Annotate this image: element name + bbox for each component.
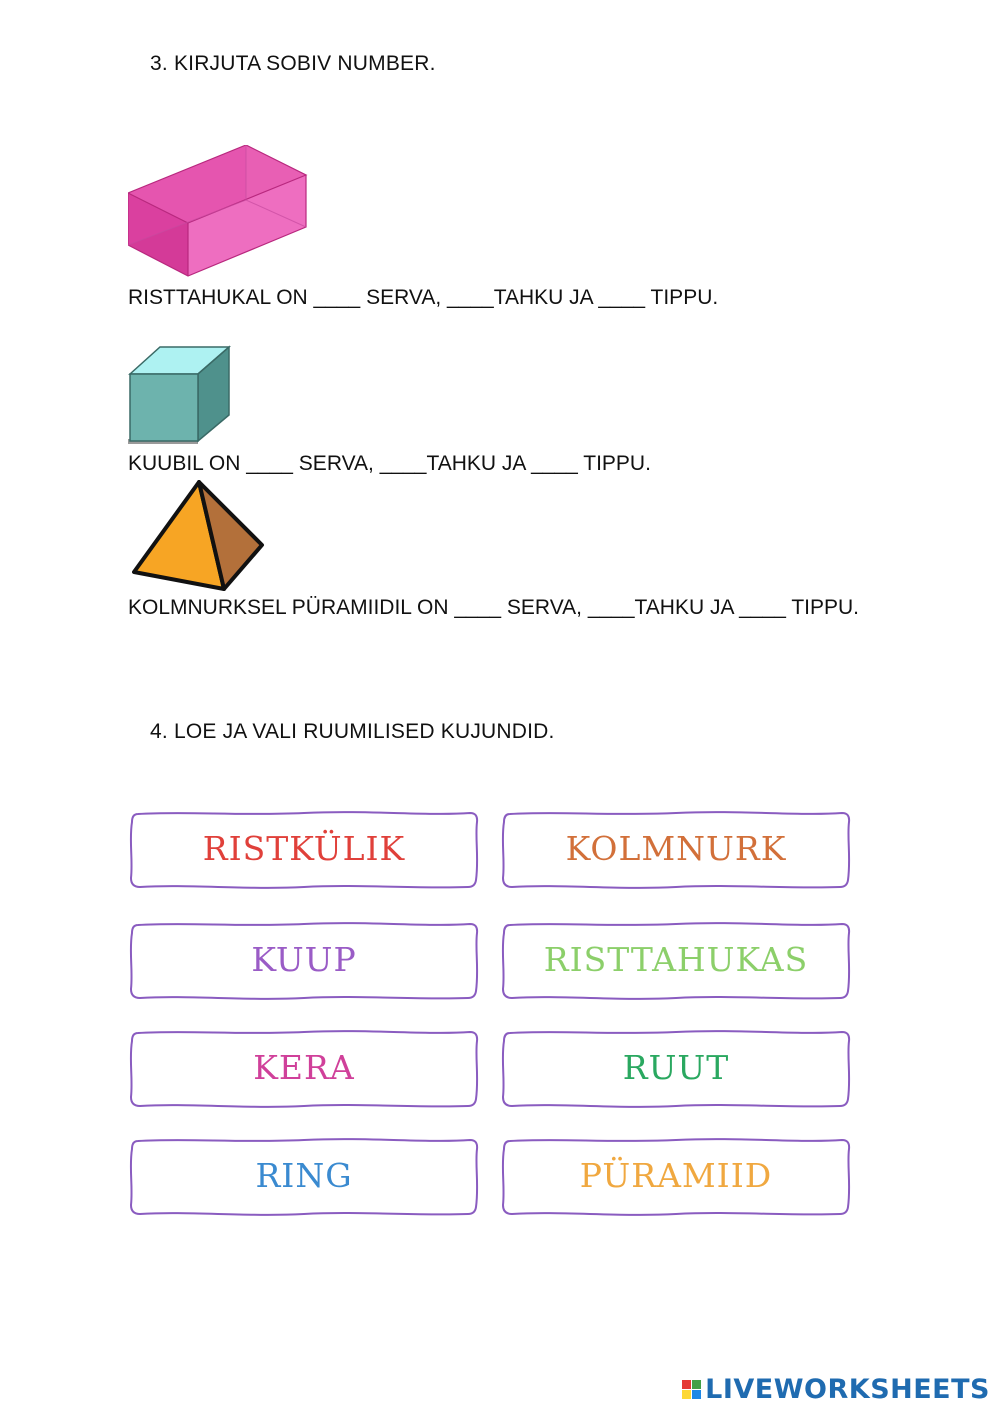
liveworksheets-logo-icon [682, 1380, 701, 1399]
word-card[interactable] [128, 810, 480, 890]
word-card-label: RUUT [622, 1047, 730, 1087]
word-card-label: RING [255, 1155, 353, 1195]
cube-icon [128, 345, 232, 445]
word-card[interactable] [500, 921, 852, 1001]
word-card[interactable] [500, 1137, 852, 1217]
word-card-label: KOLMNURK [565, 828, 787, 868]
section-3-heading: 3. KIRJUTA SOBIV NUMBER. [150, 52, 436, 75]
word-card-label: RISTTAHUKAS [543, 939, 809, 979]
pyramid-icon [132, 480, 266, 592]
brand-text: LIVEWORKSHEETS [705, 1374, 990, 1405]
word-card[interactable] [128, 1137, 480, 1217]
word-card[interactable] [128, 921, 480, 1001]
word-card-label: KERA [253, 1047, 355, 1087]
word-card-label: PÜRAMIID [579, 1155, 773, 1195]
word-card-label: RISTKÜLIK [202, 828, 406, 868]
section-4-heading: 4. LOE JA VALI RUUMILISED KUJUNDID. [150, 720, 555, 743]
word-card[interactable] [500, 1029, 852, 1109]
pyramid-sentence: KOLMNURKSEL PÜRAMIIDIL ON ____ SERVA, ____TAHKU JA ____ TIPPU. [128, 596, 860, 619]
word-card-label: KUUP [251, 939, 357, 979]
cube-sentence: KUUBIL ON ____ SERVA, ____TAHKU JA ____ TIPPU. [128, 452, 651, 475]
word-card[interactable] [128, 1029, 480, 1109]
cuboid-sentence: RISTTAHUKAL ON ____ SERVA, ____TAHKU JA ____ TIPPU. [128, 286, 719, 309]
liveworksheets-logo [682, 1374, 990, 1405]
cuboid-icon [128, 145, 308, 277]
word-card[interactable] [500, 810, 852, 890]
